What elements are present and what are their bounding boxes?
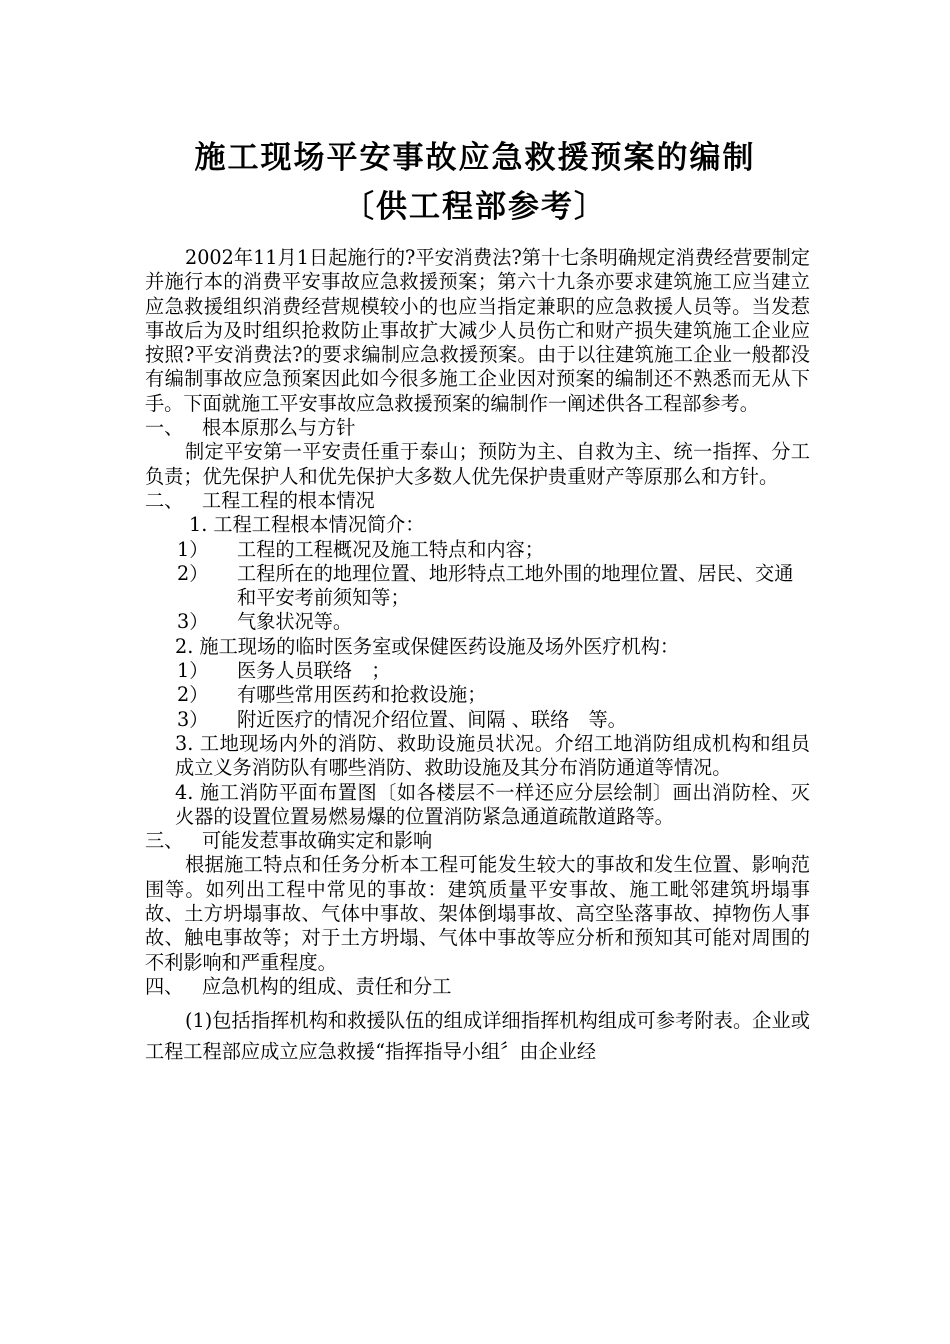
section-heading-1	[145, 416, 810, 440]
list-number: 1）	[177, 659, 209, 683]
list-number: 2）	[177, 683, 209, 707]
section-1-paragraph: 制定平安第一平安责任重于泰山；预防为主、自救为主、统一指挥、分工负责；优先保护人和优先保护大多数人优先保护贵重财产等原那么和方针。	[145, 440, 810, 488]
list-item	[145, 562, 810, 611]
intro-paragraph: 2002年11月1日起施行的?平安消费法?第十七条明确规定消费经营要制定并施行本的消费平安事故应急救援预案；第六十九条亦要求建筑施工应当建立应急救援组织消费经营规模较小的也应当指定兼职的应急救援人员等。当发惹事故后为及时组织抢救防止事故扩大减少人员伤亡和财产损失建筑施工企业应按照?平安消费法?的要求编制应急救援预案。由于以往建筑施工企业一般都没有编制事故应急预案因此如今很多施工企业因对预案的编制还不熟悉而无从下手。下面就施工平安事故应急救援预案的编制作一阐述供各工程部参考。	[145, 246, 810, 415]
document-body	[145, 246, 810, 1067]
list-number: 3）	[177, 707, 209, 731]
subsection-4: 4. 施工消防平面布置图〔如各楼层不一样还应分层绘制〕画出消防栓、灭火器的设置位置易燃易爆的位置消防紧急通道疏散道路等。	[175, 780, 810, 828]
list-text: 工程所在的地理位置、地形特点工地外围的地理位置、居民、交通和平安考前须知等；	[237, 561, 794, 610]
subsection-2: 2. 施工现场的临时医务室或保健医药设施及场外医疗机构：	[175, 634, 680, 658]
section-heading-2	[145, 489, 810, 513]
section-number: 三、	[145, 829, 184, 853]
list-item	[145, 708, 810, 732]
section-title: 根本原那么与方针	[202, 416, 356, 440]
section-title: 可能发惹事故确实定和影响	[202, 829, 433, 853]
section-title: 工程工程的根本情况	[202, 488, 375, 512]
list-text: 附近医疗的情况介绍位置、间隔 、联络 等。	[237, 707, 627, 731]
list-number: 2）	[177, 561, 209, 585]
document-subtitle: 〔供工程部参考〕	[343, 189, 607, 225]
section-4-paragraph: (1)包括指挥机构和救援队伍的组成详细指挥机构组成可参考附表。企业或工程工程部应成立应急救援“指挥指导小组〞由企业经	[145, 1009, 810, 1064]
list-item	[145, 538, 810, 562]
list-item	[145, 659, 810, 683]
subsection-1: 1. 工程工程根本情况简介：	[189, 513, 425, 537]
list-number: 1）	[177, 537, 209, 561]
document-title: 施工现场平安事故应急救援预案的编制	[194, 140, 756, 176]
list-number: 3）	[177, 610, 209, 634]
list-item	[145, 610, 810, 634]
list-text: 有哪些常用医药和抢救设施；	[237, 683, 487, 707]
section-3-paragraph: 根据施工特点和任务分析本工程可能发生较大的事故和发生位置、影响范围等。如列出工程中常见的事故：建筑质量平安事故、施工毗邻建筑坍塌事故、土方坍塌事故、气体中事故、架体倒塌事故、高空坠落事故、掉物伤人事故、触电事故等；对于土方坍塌、气体中事故等应分析和预知其可能对周围的不利影响和严重程度。	[145, 853, 810, 974]
section-number: 一、	[145, 416, 184, 440]
list-text: 气象状况等。	[237, 610, 353, 634]
section-number: 二、	[145, 488, 184, 512]
section-title: 应急机构的组成、责任和分工	[202, 974, 452, 998]
section-heading-3	[145, 829, 810, 853]
list-text: 工程的工程概况及施工特点和内容；	[237, 537, 544, 561]
list-item	[145, 683, 810, 707]
list-text: 医务人员联络 ；	[237, 659, 391, 683]
section-heading-4	[145, 975, 810, 999]
section-number: 四、	[145, 974, 184, 998]
subsection-3: 3. 工地现场内外的消防、救助设施员状况。介绍工地消防组成机构和组员成立义务消防队有哪些消防、救助设施及其分布消防通道等情况。	[175, 731, 810, 780]
